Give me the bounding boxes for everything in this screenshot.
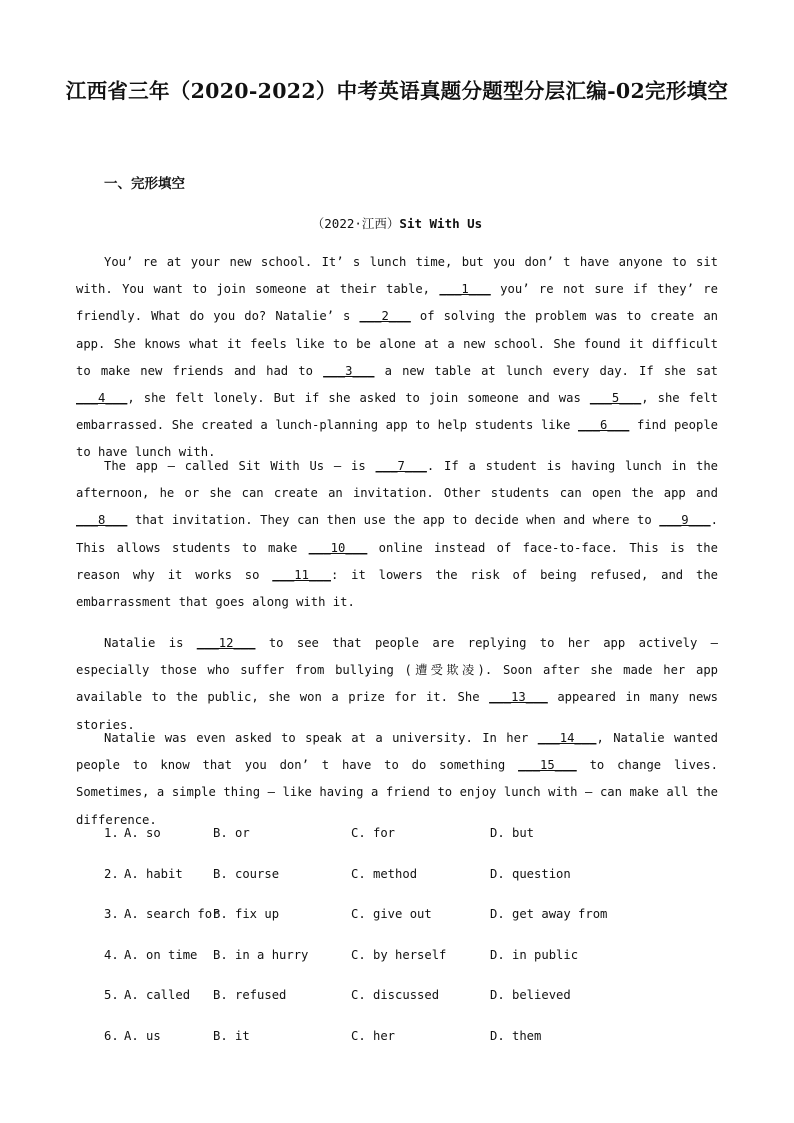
option-d: D. but [490,826,535,840]
option-b: B. fix up [213,907,280,921]
option-a: A. us [124,1029,161,1043]
question-number: 6. [104,1029,119,1043]
paragraph-2: The app — called Sit With Us — is ___7___. If a student is having lunch in the afternoon, he or she can create an invitation. Other students can open the app and ___8___ that invitation. They can then use the app to decide when and where to ___9___. This allows students to make ___10___ online instead of face-to-face. This is the reason why it works so ___11___: it lowers the risk of being refused, and the embarrassment that goes along with it. [76,459,718,610]
option-d: D. them [490,1029,542,1043]
blank-3: ___3___ [323,363,375,378]
option-c: C. discussed [351,988,440,1002]
option-d: D. question [490,867,571,881]
option-c: C. method [351,867,418,881]
blank-7: ___7___ [375,459,427,473]
blank-4: ___4___ [76,391,128,406]
blank-2: ___2___ [359,309,411,324]
option-b: B. course [213,867,280,881]
blank-15: ___15___ [518,758,577,773]
section-heading: 一、完形填空 [104,176,185,192]
option-b: B. refused [213,988,287,1002]
blank-1: ___1___ [439,282,491,297]
option-b: B. in a hurry [213,948,309,962]
blank-6: ___6___ [577,418,630,433]
option-a: A. so [124,826,161,840]
blank-5: ___5___ [589,391,642,406]
option-c: C. give out [351,907,432,921]
question-number: 1. [104,826,119,840]
option-a: A. on time [124,948,198,962]
option-b: B. or [213,826,250,840]
page-title: 江西省三年（2020-2022）中考英语真题分题型分层汇编-02完形填空 [65,79,729,103]
option-c: C. for [351,826,396,840]
option-a: A. called [124,988,191,1002]
option-a: A. habit [124,867,183,881]
blank-12: ___12___ [196,636,256,650]
question-number: 3. [104,907,119,921]
blank-14: ___14___ [537,731,597,745]
paragraph-3: Natalie is ___12___ to see that people are replying to her app actively — especially those who suffer from bullying (遭受欺凌). Soon after she made her app available to the public, she won a prize for it. She ___13___ appeared in many news stories. [76,636,718,732]
option-b: B. it [213,1029,250,1043]
question-number: 5. [104,988,119,1002]
blank-11: ___11___ [272,567,331,582]
passage-source: （2022·江西） [311,216,400,231]
blank-8: ___8___ [76,513,128,528]
paragraph-1: You’ re at your new school. It’ s lunch time, but you don’ t have anyone to sit with. You want to join someone at their table, ___1___ you’ re not sure if they’ re friendly. What do you do? Natalie’ s ___2___ of solving the problem was to create an app. She knows what it feels like to be alone at a new school. She found it difficult to make new friends and had to ___3___ a new table at lunch every day. If she sat ___4___, she felt lonely. But if she asked to join someone and was ___5___, she felt embarrassed. She created a lunch-planning app to help students like ___6___ find people to have lunch with. [76,255,719,460]
blank-9: ___9___ [659,513,711,528]
option-d: D. in public [490,948,579,962]
blank-13: ___13___ [489,690,548,705]
passage-heading: Sit With Us [399,216,483,231]
blank-10: ___10___ [308,540,368,555]
option-d: D. get away from [490,907,608,921]
question-number: 2. [104,867,119,881]
question-number: 4. [104,948,119,962]
option-a: A. search for [124,907,220,921]
passage-subtitle [0,214,794,232]
option-d: D. believed [490,988,571,1002]
paragraph-4: Natalie was even asked to speak at a university. In her ___14___, Natalie wanted people to know that you don’ t have to do something ___15___ to change lives. Sometimes, a simple thing — like having a friend to enjoy lunch with — can make all the difference. [76,731,718,827]
option-c: C. by herself [351,948,447,962]
option-c: C. her [351,1029,396,1043]
